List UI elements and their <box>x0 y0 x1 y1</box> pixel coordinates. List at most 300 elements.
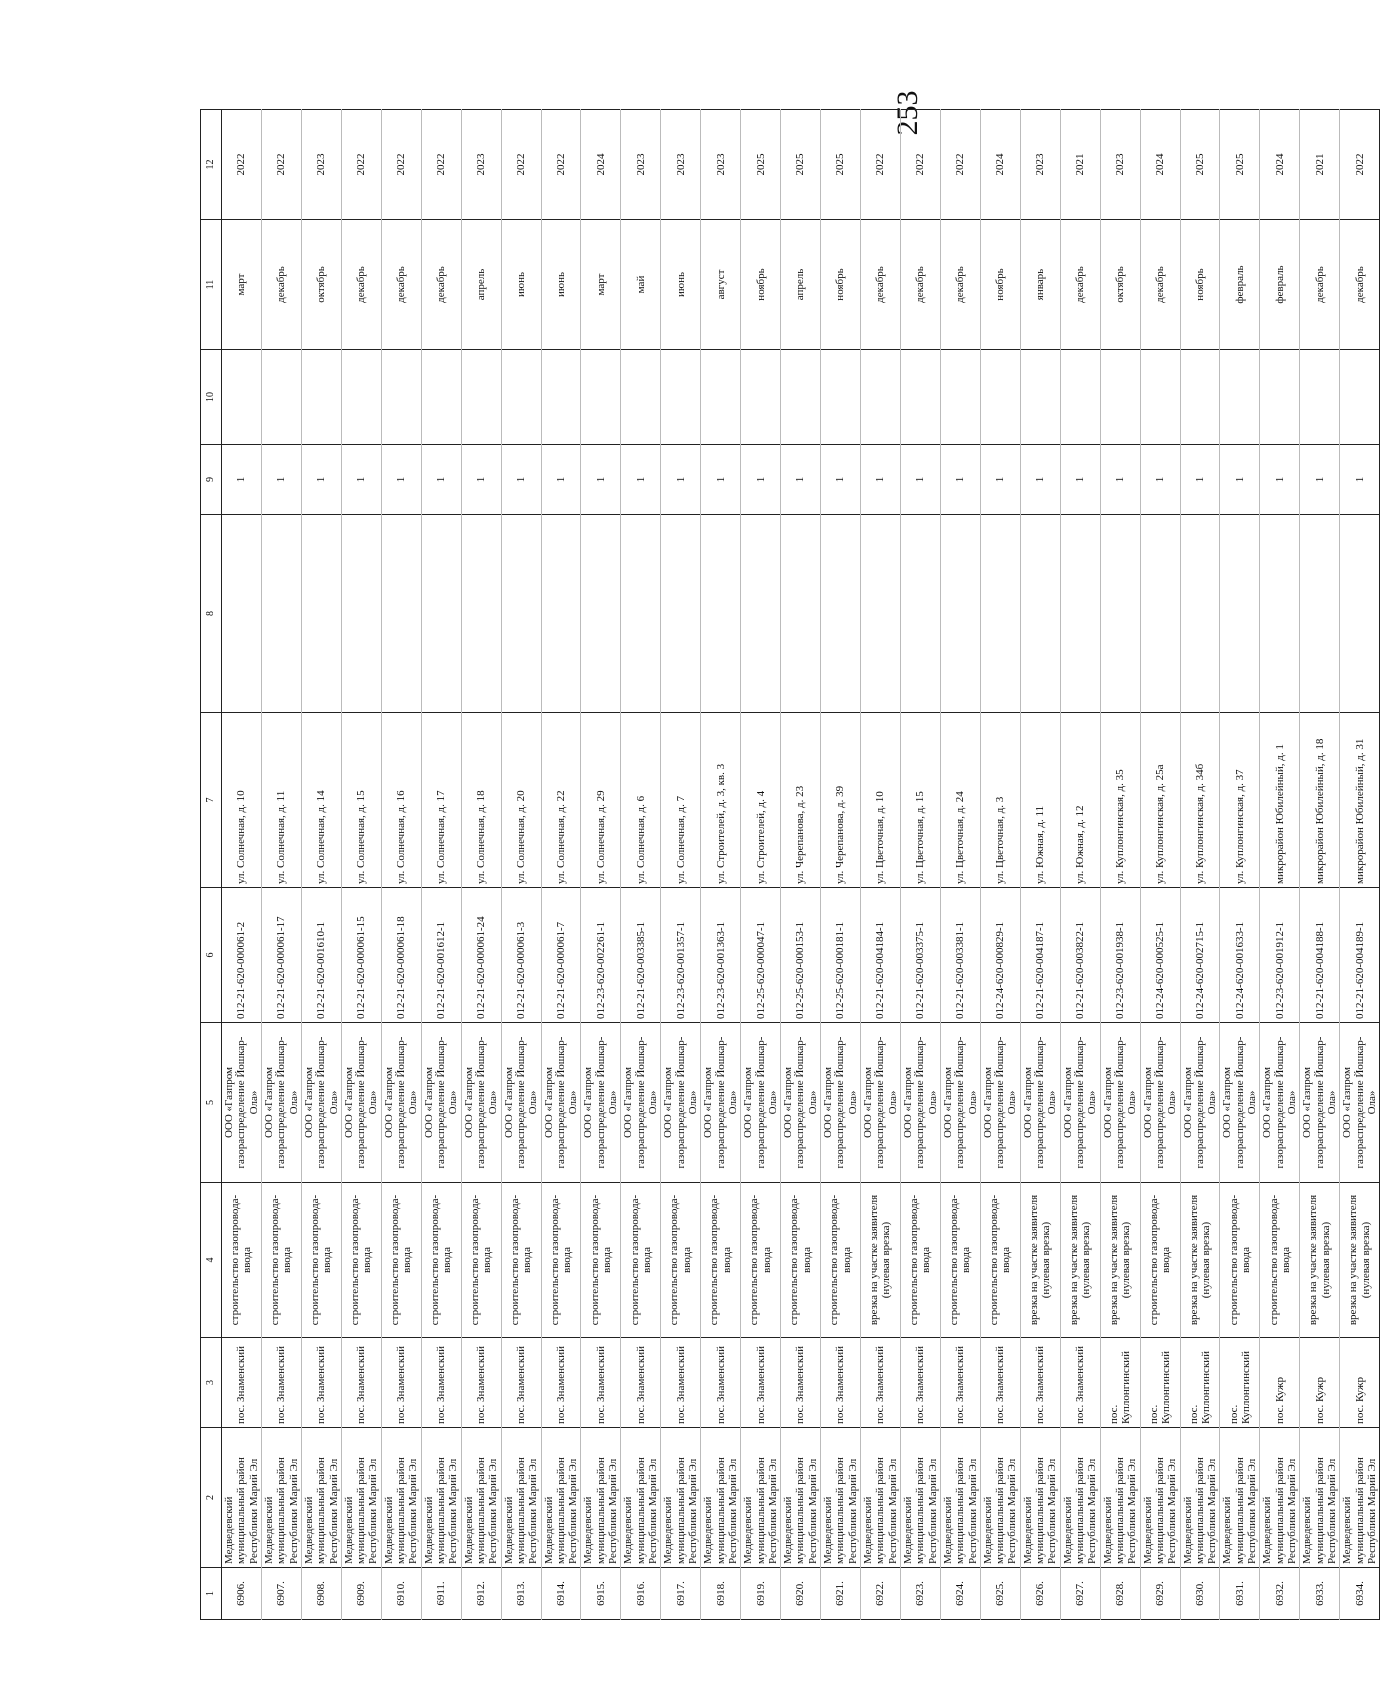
col8-cell <box>1060 515 1100 713</box>
year-cell: 2022 <box>940 110 980 220</box>
table-row <box>1300 110 1340 1620</box>
address-cell: ул. Солнечная, д. 6 <box>621 713 661 888</box>
code-cell: 012-21-620-000061-15 <box>341 888 381 1023</box>
table-row <box>1340 110 1380 1620</box>
address-cell: ул. Строителей, д. 4 <box>741 713 781 888</box>
table-row <box>301 110 341 1620</box>
district-cell: Медведевский муниципальный район Республики Марий Эл <box>501 1428 541 1568</box>
settlement-cell: пос. Знаменский <box>381 1338 421 1428</box>
code-cell: 012-21-620-000061-2 <box>222 888 262 1023</box>
settlement-cell: пос. Куплонгинский <box>1140 1338 1180 1428</box>
year-cell: 2024 <box>980 110 1020 220</box>
code-cell: 012-21-620-004189-1 <box>1340 888 1380 1023</box>
row-number: 6931. <box>1220 1568 1260 1620</box>
count-cell: 1 <box>501 445 541 515</box>
code-cell: 012-21-620-004188-1 <box>1300 888 1340 1023</box>
col10-cell <box>1180 350 1220 445</box>
row-number: 6927. <box>1060 1568 1100 1620</box>
year-cell: 2022 <box>341 110 381 220</box>
address-cell: ул. Солнечная, д. 15 <box>341 713 381 888</box>
settlement-cell: пос. Знаменский <box>781 1338 821 1428</box>
settlement-cell: пос. Куплонгинский <box>1180 1338 1220 1428</box>
settlement-cell: пос. Знаменский <box>461 1338 501 1428</box>
organization-cell: ООО «Газпром газораспределение Йошкар-Ола» <box>1220 1023 1260 1183</box>
month-cell: август <box>701 220 741 350</box>
col8-cell <box>1180 515 1220 713</box>
settlement-cell: пос. Знаменский <box>1060 1338 1100 1428</box>
col10-cell <box>741 350 781 445</box>
row-number: 6915. <box>581 1568 621 1620</box>
year-cell: 2024 <box>1260 110 1300 220</box>
settlement-cell: пос. Знаменский <box>940 1338 980 1428</box>
code-cell: 012-24-620-000829-1 <box>980 888 1020 1023</box>
table-row <box>1260 110 1300 1620</box>
year-cell: 2024 <box>581 110 621 220</box>
col8-cell <box>861 515 901 713</box>
page-number: 253 <box>891 90 924 136</box>
address-cell: ул. Южная, д. 12 <box>1060 713 1100 888</box>
row-number: 6916. <box>621 1568 661 1620</box>
month-cell: декабрь <box>381 220 421 350</box>
district-cell: Медведевский муниципальный район Республики Марий Эл <box>1140 1428 1180 1568</box>
code-cell: 012-21-620-004187-1 <box>1020 888 1060 1023</box>
col10-cell <box>421 350 461 445</box>
col8-cell <box>1140 515 1180 713</box>
year-cell: 2025 <box>741 110 781 220</box>
col8-cell <box>581 515 621 713</box>
col8-cell <box>980 515 1020 713</box>
row-number: 6926. <box>1020 1568 1060 1620</box>
district-cell: Медведевский муниципальный район Республики Марий Эл <box>222 1428 262 1568</box>
year-cell: 2023 <box>301 110 341 220</box>
row-number: 6924. <box>940 1568 980 1620</box>
year-cell: 2023 <box>1100 110 1140 220</box>
work-type-cell: врезка на участке заявителя (нулевая врезка) <box>1060 1183 1100 1338</box>
code-cell: 012-21-620-000061-3 <box>501 888 541 1023</box>
col8-cell <box>301 515 341 713</box>
settlement-cell: пос. Знаменский <box>861 1338 901 1428</box>
district-cell: Медведевский муниципальный район Республики Марий Эл <box>421 1428 461 1568</box>
row-number: 6919. <box>741 1568 781 1620</box>
settlement-cell: пос. Знаменский <box>900 1338 940 1428</box>
address-cell: ул. Солнечная, д. 22 <box>541 713 581 888</box>
rotated-table-container <box>200 110 1378 1620</box>
work-type-cell: строительство газопровода-ввода <box>1260 1183 1300 1338</box>
address-cell: ул. Цветочная, д. 24 <box>940 713 980 888</box>
district-cell: Медведевский муниципальный район Республики Марий Эл <box>461 1428 501 1568</box>
code-cell: 012-23-620-001938-1 <box>1100 888 1140 1023</box>
count-cell: 1 <box>781 445 821 515</box>
month-cell: ноябрь <box>741 220 781 350</box>
district-cell: Медведевский муниципальный район Республики Марий Эл <box>1060 1428 1100 1568</box>
settlement-cell: пос. Знаменский <box>1020 1338 1060 1428</box>
work-type-cell: строительство газопровода-ввода <box>821 1183 861 1338</box>
district-cell: Медведевский муниципальный район Республики Марий Эл <box>980 1428 1020 1568</box>
table-row <box>821 110 861 1620</box>
address-cell: ул. Солнечная, д. 14 <box>301 713 341 888</box>
code-cell: 012-21-620-000061-7 <box>541 888 581 1023</box>
col8-cell <box>940 515 980 713</box>
month-cell: декабрь <box>1140 220 1180 350</box>
col8-cell <box>1300 515 1340 713</box>
work-type-cell: строительство газопровода-ввода <box>781 1183 821 1338</box>
table-row <box>1020 110 1060 1620</box>
col8-cell <box>1020 515 1060 713</box>
col10-cell <box>661 350 701 445</box>
work-type-cell: строительство газопровода-ввода <box>701 1183 741 1338</box>
settlement-cell: пос. Знаменский <box>581 1338 621 1428</box>
col10-cell <box>461 350 501 445</box>
district-cell: Медведевский муниципальный район Республики Марий Эл <box>1340 1428 1380 1568</box>
row-number: 6918. <box>701 1568 741 1620</box>
work-type-cell: строительство газопровода-ввода <box>222 1183 262 1338</box>
work-type-cell: строительство газопровода-ввода <box>661 1183 701 1338</box>
row-number: 6910. <box>381 1568 421 1620</box>
col10-cell <box>861 350 901 445</box>
code-cell: 012-21-620-000061-24 <box>461 888 501 1023</box>
col8-cell <box>541 515 581 713</box>
address-cell: ул. Солнечная, д. 16 <box>381 713 421 888</box>
register-table <box>200 109 1380 1620</box>
district-cell: Медведевский муниципальный район Республики Марий Эл <box>821 1428 861 1568</box>
count-cell: 1 <box>341 445 381 515</box>
district-cell: Медведевский муниципальный район Республики Марий Эл <box>1300 1428 1340 1568</box>
count-cell: 1 <box>1100 445 1140 515</box>
table-row <box>341 110 381 1620</box>
row-number: 6908. <box>301 1568 341 1620</box>
count-cell: 1 <box>222 445 262 515</box>
count-cell: 1 <box>1020 445 1060 515</box>
code-cell: 012-21-620-003375-1 <box>900 888 940 1023</box>
code-cell: 012-21-620-001610-1 <box>301 888 341 1023</box>
row-number: 6933. <box>1300 1568 1340 1620</box>
table-row <box>621 110 661 1620</box>
work-type-cell: строительство газопровода-ввода <box>301 1183 341 1338</box>
address-cell: ул. Куплонгинская, д. 34б <box>1180 713 1220 888</box>
settlement-cell: пос. Знаменский <box>821 1338 861 1428</box>
work-type-cell: строительство газопровода-ввода <box>261 1183 301 1338</box>
col10-cell <box>701 350 741 445</box>
month-cell: июнь <box>541 220 581 350</box>
row-number: 6909. <box>341 1568 381 1620</box>
month-cell: июнь <box>501 220 541 350</box>
district-cell: Медведевский муниципальный район Республики Марий Эл <box>661 1428 701 1568</box>
address-cell: ул. Черепанова, д. 23 <box>781 713 821 888</box>
district-cell: Медведевский муниципальный район Республики Марий Эл <box>581 1428 621 1568</box>
address-cell: ул. Южная, д. 11 <box>1020 713 1060 888</box>
count-cell: 1 <box>661 445 701 515</box>
work-type-cell: строительство газопровода-ввода <box>421 1183 461 1338</box>
col8-cell <box>900 515 940 713</box>
month-cell: март <box>581 220 621 350</box>
table-header <box>201 110 222 1620</box>
organization-cell: ООО «Газпром газораспределение Йошкар-Ола» <box>661 1023 701 1183</box>
settlement-cell: пос. Кужр <box>1340 1338 1380 1428</box>
organization-cell: ООО «Газпром газораспределение Йошкар-Ола» <box>541 1023 581 1183</box>
month-cell: декабрь <box>421 220 461 350</box>
settlement-cell: пос. Знаменский <box>621 1338 661 1428</box>
column-header: 1 <box>201 1568 222 1620</box>
year-cell: 2021 <box>1060 110 1100 220</box>
column-header: 3 <box>201 1338 222 1428</box>
organization-cell: ООО «Газпром газораспределение Йошкар-Ола» <box>1340 1023 1380 1183</box>
col10-cell <box>900 350 940 445</box>
code-cell: 012-25-620-000181-1 <box>821 888 861 1023</box>
column-header: 2 <box>201 1428 222 1568</box>
settlement-cell: пос. Кужр <box>1300 1338 1340 1428</box>
address-cell: микрорайон Юбилейный, д. 1 <box>1260 713 1300 888</box>
row-number: 6906. <box>222 1568 262 1620</box>
row-number: 6907. <box>261 1568 301 1620</box>
settlement-cell: пос. Знаменский <box>980 1338 1020 1428</box>
district-cell: Медведевский муниципальный район Республики Марий Эл <box>861 1428 901 1568</box>
work-type-cell: строительство газопровода-ввода <box>1220 1183 1260 1338</box>
month-cell: февраль <box>1260 220 1300 350</box>
header-row <box>201 110 222 1620</box>
organization-cell: ООО «Газпром газораспределение Йошкар-Ола» <box>900 1023 940 1183</box>
organization-cell: ООО «Газпром газораспределение Йошкар-Ола» <box>1260 1023 1300 1183</box>
col8-cell <box>1100 515 1140 713</box>
count-cell: 1 <box>1300 445 1340 515</box>
month-cell: декабрь <box>1340 220 1380 350</box>
column-header: 5 <box>201 1023 222 1183</box>
organization-cell: ООО «Газпром газораспределение Йошкар-Ола» <box>821 1023 861 1183</box>
work-type-cell: врезка на участке заявителя (нулевая врезка) <box>1180 1183 1220 1338</box>
settlement-cell: пос. Знаменский <box>661 1338 701 1428</box>
count-cell: 1 <box>741 445 781 515</box>
col8-cell <box>1220 515 1260 713</box>
work-type-cell: врезка на участке заявителя (нулевая врезка) <box>1300 1183 1340 1338</box>
month-cell: декабрь <box>940 220 980 350</box>
column-header: 8 <box>201 515 222 713</box>
table-row <box>261 110 301 1620</box>
col8-cell <box>781 515 821 713</box>
count-cell: 1 <box>1180 445 1220 515</box>
organization-cell: ООО «Газпром газораспределение Йошкар-Ола» <box>940 1023 980 1183</box>
work-type-cell: строительство газопровода-ввода <box>541 1183 581 1338</box>
address-cell: ул. Солнечная, д. 17 <box>421 713 461 888</box>
address-cell: ул. Черепанова, д. 39 <box>821 713 861 888</box>
organization-cell: ООО «Газпром газораспределение Йошкар-Ола» <box>461 1023 501 1183</box>
col10-cell <box>1100 350 1140 445</box>
district-cell: Медведевский муниципальный район Республики Марий Эл <box>301 1428 341 1568</box>
count-cell: 1 <box>980 445 1020 515</box>
col8-cell <box>421 515 461 713</box>
organization-cell: ООО «Газпром газораспределение Йошкар-Ола» <box>1140 1023 1180 1183</box>
count-cell: 1 <box>1220 445 1260 515</box>
year-cell: 2025 <box>781 110 821 220</box>
settlement-cell: пос. Знаменский <box>501 1338 541 1428</box>
column-header: 10 <box>201 350 222 445</box>
work-type-cell: строительство газопровода-ввода <box>980 1183 1020 1338</box>
year-cell: 2023 <box>461 110 501 220</box>
work-type-cell: строительство газопровода-ввода <box>900 1183 940 1338</box>
row-number: 6911. <box>421 1568 461 1620</box>
address-cell: ул. Солнечная, д. 11 <box>261 713 301 888</box>
district-cell: Медведевский муниципальный район Республики Марий Эл <box>541 1428 581 1568</box>
col8-cell <box>701 515 741 713</box>
month-cell: октябрь <box>301 220 341 350</box>
count-cell: 1 <box>581 445 621 515</box>
month-cell: март <box>222 220 262 350</box>
col10-cell <box>581 350 621 445</box>
year-cell: 2021 <box>1300 110 1340 220</box>
year-cell: 2023 <box>621 110 661 220</box>
col10-cell <box>1340 350 1380 445</box>
col10-cell <box>341 350 381 445</box>
district-cell: Медведевский муниципальный район Республики Марий Эл <box>1220 1428 1260 1568</box>
count-cell: 1 <box>1060 445 1100 515</box>
year-cell: 2024 <box>1140 110 1180 220</box>
address-cell: ул. Цветочная, д. 3 <box>980 713 1020 888</box>
table-row <box>421 110 461 1620</box>
table-row <box>501 110 541 1620</box>
district-cell: Медведевский муниципальный район Республики Марий Эл <box>1100 1428 1140 1568</box>
year-cell: 2022 <box>541 110 581 220</box>
col8-cell <box>821 515 861 713</box>
col8-cell <box>661 515 701 713</box>
settlement-cell: пос. Знаменский <box>222 1338 262 1428</box>
code-cell: 012-21-620-003381-1 <box>940 888 980 1023</box>
month-cell: октябрь <box>1100 220 1140 350</box>
row-number: 6921. <box>821 1568 861 1620</box>
row-number: 6925. <box>980 1568 1020 1620</box>
address-cell: микрорайон Юбилейный, д. 18 <box>1300 713 1340 888</box>
col10-cell <box>1060 350 1100 445</box>
col8-cell <box>341 515 381 713</box>
work-type-cell: врезка на участке заявителя (нулевая врезка) <box>1020 1183 1060 1338</box>
organization-cell: ООО «Газпром газораспределение Йошкар-Ола» <box>621 1023 661 1183</box>
organization-cell: ООО «Газпром газораспределение Йошкар-Ола» <box>341 1023 381 1183</box>
col8-cell <box>261 515 301 713</box>
count-cell: 1 <box>541 445 581 515</box>
district-cell: Медведевский муниципальный район Республики Марий Эл <box>781 1428 821 1568</box>
row-number: 6920. <box>781 1568 821 1620</box>
table-row <box>1220 110 1260 1620</box>
col10-cell <box>541 350 581 445</box>
col10-cell <box>1020 350 1060 445</box>
month-cell: апрель <box>461 220 501 350</box>
row-number: 6934. <box>1340 1568 1380 1620</box>
district-cell: Медведевский муниципальный район Республики Марий Эл <box>1260 1428 1300 1568</box>
district-cell: Медведевский муниципальный район Республики Марий Эл <box>381 1428 421 1568</box>
count-cell: 1 <box>621 445 661 515</box>
year-cell: 2023 <box>1020 110 1060 220</box>
col10-cell <box>821 350 861 445</box>
year-cell: 2023 <box>701 110 741 220</box>
col10-cell <box>781 350 821 445</box>
organization-cell: ООО «Газпром газораспределение Йошкар-Ола» <box>1300 1023 1340 1183</box>
col8-cell <box>1260 515 1300 713</box>
organization-cell: ООО «Газпром газораспределение Йошкар-Ола» <box>1100 1023 1140 1183</box>
code-cell: 012-24-620-002715-1 <box>1180 888 1220 1023</box>
organization-cell: ООО «Газпром газораспределение Йошкар-Ола» <box>741 1023 781 1183</box>
address-cell: ул. Куплонгинская, д. 37 <box>1220 713 1260 888</box>
settlement-cell: пос. Кужр <box>1260 1338 1300 1428</box>
year-cell: 2025 <box>1220 110 1260 220</box>
table-row <box>1140 110 1180 1620</box>
work-type-cell: строительство газопровода-ввода <box>581 1183 621 1338</box>
table-row <box>541 110 581 1620</box>
code-cell: 012-21-620-003385-1 <box>621 888 661 1023</box>
address-cell: ул. Цветочная, д. 15 <box>900 713 940 888</box>
organization-cell: ООО «Газпром газораспределение Йошкар-Ола» <box>381 1023 421 1183</box>
year-cell: 2025 <box>821 110 861 220</box>
month-cell: декабрь <box>861 220 901 350</box>
table-body <box>222 110 1380 1620</box>
row-number: 6923. <box>900 1568 940 1620</box>
address-cell: ул. Солнечная, д. 7 <box>661 713 701 888</box>
district-cell: Медведевский муниципальный район Республики Марий Эл <box>900 1428 940 1568</box>
work-type-cell: строительство газопровода-ввода <box>741 1183 781 1338</box>
code-cell: 012-24-620-000525-1 <box>1140 888 1180 1023</box>
address-cell: ул. Куплонгинская, д. 35 <box>1100 713 1140 888</box>
col10-cell <box>621 350 661 445</box>
column-header: 6 <box>201 888 222 1023</box>
col8-cell <box>461 515 501 713</box>
month-cell: ноябрь <box>980 220 1020 350</box>
count-cell: 1 <box>861 445 901 515</box>
address-cell: ул. Солнечная, д. 18 <box>461 713 501 888</box>
month-cell: май <box>621 220 661 350</box>
code-cell: 012-24-620-001633-1 <box>1220 888 1260 1023</box>
work-type-cell: строительство газопровода-ввода <box>461 1183 501 1338</box>
district-cell: Медведевский муниципальный район Республики Марий Эл <box>741 1428 781 1568</box>
settlement-cell: пос. Знаменский <box>301 1338 341 1428</box>
table-row <box>781 110 821 1620</box>
code-cell: 012-25-620-000153-1 <box>781 888 821 1023</box>
table-row <box>940 110 980 1620</box>
count-cell: 1 <box>261 445 301 515</box>
col10-cell <box>261 350 301 445</box>
code-cell: 012-21-620-000061-17 <box>261 888 301 1023</box>
work-type-cell: строительство газопровода-ввода <box>621 1183 661 1338</box>
table-row <box>1100 110 1140 1620</box>
col10-cell <box>1260 350 1300 445</box>
code-cell: 012-21-620-000061-18 <box>381 888 421 1023</box>
year-cell: 2022 <box>261 110 301 220</box>
month-cell: декабрь <box>1300 220 1340 350</box>
table-row <box>980 110 1020 1620</box>
address-cell: ул. Солнечная, д. 10 <box>222 713 262 888</box>
col8-cell <box>1340 515 1380 713</box>
work-type-cell: врезка на участке заявителя (нулевая врезка) <box>1100 1183 1140 1338</box>
organization-cell: ООО «Газпром газораспределение Йошкар-Ола» <box>421 1023 461 1183</box>
work-type-cell: врезка на участке заявителя (нулевая врезка) <box>1340 1183 1380 1338</box>
count-cell: 1 <box>940 445 980 515</box>
year-cell: 2022 <box>501 110 541 220</box>
count-cell: 1 <box>1260 445 1300 515</box>
col10-cell <box>301 350 341 445</box>
year-cell: 2022 <box>381 110 421 220</box>
count-cell: 1 <box>1140 445 1180 515</box>
col10-cell <box>940 350 980 445</box>
work-type-cell: строительство газопровода-ввода <box>1140 1183 1180 1338</box>
year-cell: 2022 <box>900 110 940 220</box>
year-cell: 2025 <box>1180 110 1220 220</box>
settlement-cell: пос. Знаменский <box>341 1338 381 1428</box>
work-type-cell: строительство газопровода-ввода <box>341 1183 381 1338</box>
address-cell: ул. Куплонгинская, д. 25а <box>1140 713 1180 888</box>
district-cell: Медведевский муниципальный район Республики Марий Эл <box>1020 1428 1060 1568</box>
organization-cell: ООО «Газпром газораспределение Йошкар-Ола» <box>261 1023 301 1183</box>
col10-cell <box>1300 350 1340 445</box>
district-cell: Медведевский муниципальный район Республики Марий Эл <box>701 1428 741 1568</box>
work-type-cell: строительство газопровода-ввода <box>940 1183 980 1338</box>
column-header: 4 <box>201 1183 222 1338</box>
month-cell: ноябрь <box>1180 220 1220 350</box>
district-cell: Медведевский муниципальный район Республики Марий Эл <box>940 1428 980 1568</box>
